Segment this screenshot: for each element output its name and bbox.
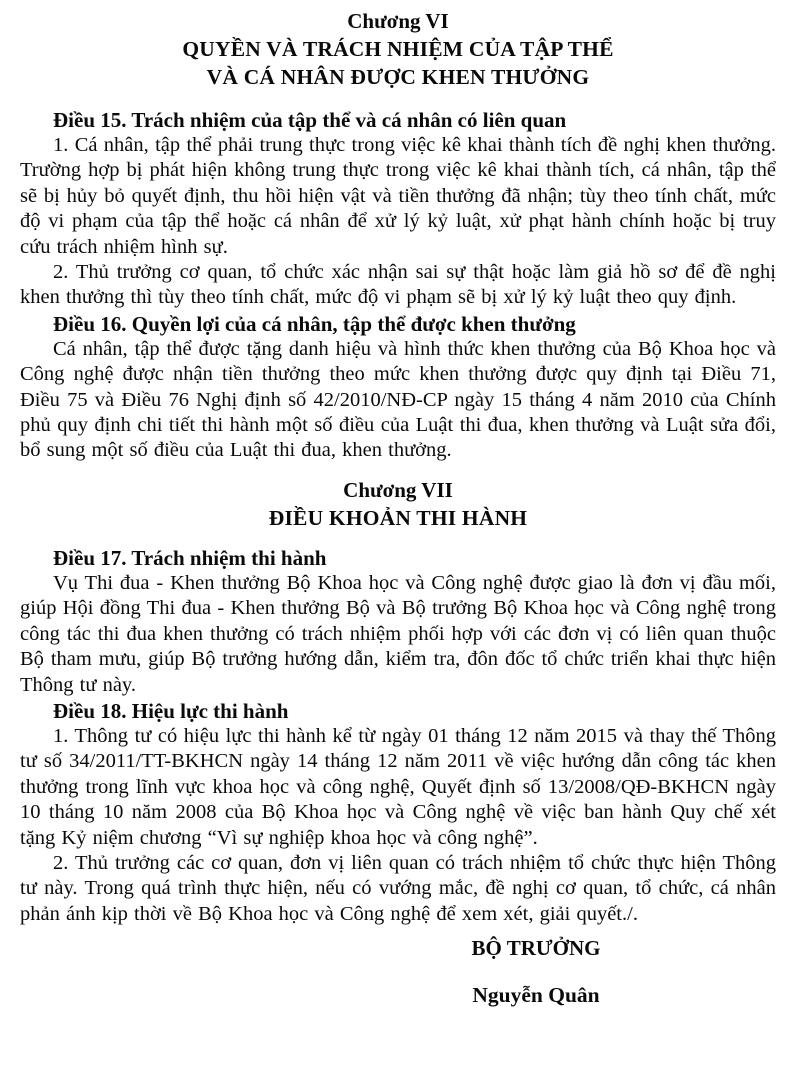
signature-block [381,935,691,1008]
spacer [20,464,776,477]
article-16-heading: Điều 16. Quyền lợi của cá nhân, tập thể được khen thưởng [53,311,576,336]
chapter-7-label: Chương VII [343,477,453,502]
spacer [20,532,776,545]
chapter-6-title-line-1: QUYỀN VÀ TRÁCH NHIỆM CỦA TẬP THỂ [182,37,614,61]
article-18-paragraph-1: 1. Thông tư có hiệu lực thi hành kể từ ngày 01 tháng 12 năm 2015 và thay thế Thông tư số 34/2011/TT-BKHCN ngày 14 tháng 12 năm 2011 về việc hướng dẫn công tác khen thưởng trong lĩnh vực khoa học và công nghệ, Quyết định số 13/2008/QĐ-BKHCN ngày 10 tháng 10 năm 2008 của Bộ Khoa học và Công nghệ về việc ban hành Quy chế xét tặng Kỷ niệm chương “Vì sự nghiệp khoa học và công nghệ”. [20,724,776,849]
article-18-paragraph-2: 2. Thủ trưởng các cơ quan, đơn vị liên quan có trách nhiệm tổ chức thực hiện Thông tư này. Trong quá trình thực hiện, nếu có vướng mắc, đề nghị cơ quan, tổ chức, cá nhân phản ánh kịp thời về Bộ Khoa học và Công nghệ để xem xét, giải quyết./. [20,851,776,925]
chapter-6-label: Chương VI [347,9,449,33]
chapter-7-title-line-1: ĐIỀU KHOẢN THI HÀNH [268,505,528,530]
article-16-paragraph-1: Cá nhân, tập thể được tặng danh hiệu và hình thức khen thưởng của Bộ Khoa học và Công nghệ được nhận tiền thưởng theo mức khen thưởng được quy định tại Điều 71, Điều 75 và Điều 76 Nghị định số 42/2010/NĐ-CP ngày 15 tháng 4 năm 2010 của Chính phủ quy định chi tiết thi hành một số điều của Luật thi đua, khen thưởng và Luật sửa đổi, bổ sung một số điều của Luật thi đua, khen thưởng. [20,337,776,462]
article-15-heading: Điều 15. Trách nhiệm của tập thể và cá nhân có liên quan [53,108,567,132]
article-15-paragraph-2: 2. Thủ trưởng cơ quan, tổ chức xác nhận sai sự thật hoặc làm giả hồ sơ để đề nghị khen thưởng thì tùy theo tính chất, mức độ vi phạm sẽ bị xử lý kỷ luật theo quy định. [20,261,776,309]
chapter-6-title-line-2: VÀ CÁ NHÂN ĐƯỢC KHEN THƯỞNG [206,65,590,89]
article-17-heading: Điều 17. Trách nhiệm thi hành [53,545,327,570]
article-15-paragraph-1: 1. Cá nhân, tập thể phải trung thực trong việc kê khai thành tích đề nghị khen thưởng. Trường hợp bị phát hiện không trung thực trong việc kê khai thành tích, cá nhân, tập thể sẽ bị hủy bỏ quyết định, thu hồi hiện vật và tiền thưởng đã nhận; tùy theo tính chất, mức độ vi phạm của tập thể hoặc cá nhân để xử lý kỷ luật, xử phạt hành chính hoặc bị truy cứu trách nhiệm hình sự. [20,134,776,258]
spacer [20,91,776,107]
article-17-paragraph-1: Vụ Thi đua - Khen thưởng Bộ Khoa học và Công nghệ được giao là đơn vị đầu mối, giúp Hội đồng Thi đua - Khen thưởng Bộ và Bộ trưởng Bộ Khoa học và Công nghệ trong công tác thi đua khen thưởng có trách nhiệm phối hợp với các đơn vị có liên quan thuộc Bộ tham mưu, giúp Bộ trưởng hướng dẫn, kiểm tra, đôn đốc tổ chức triển khai thực hiện Thông tư này. [20,571,776,696]
signature-role: BỘ TRƯỞNG [471,936,601,961]
article-18-heading: Điều 18. Hiệu lực thi hành [53,698,289,723]
signature-name: Nguyễn Quân [472,983,600,1008]
